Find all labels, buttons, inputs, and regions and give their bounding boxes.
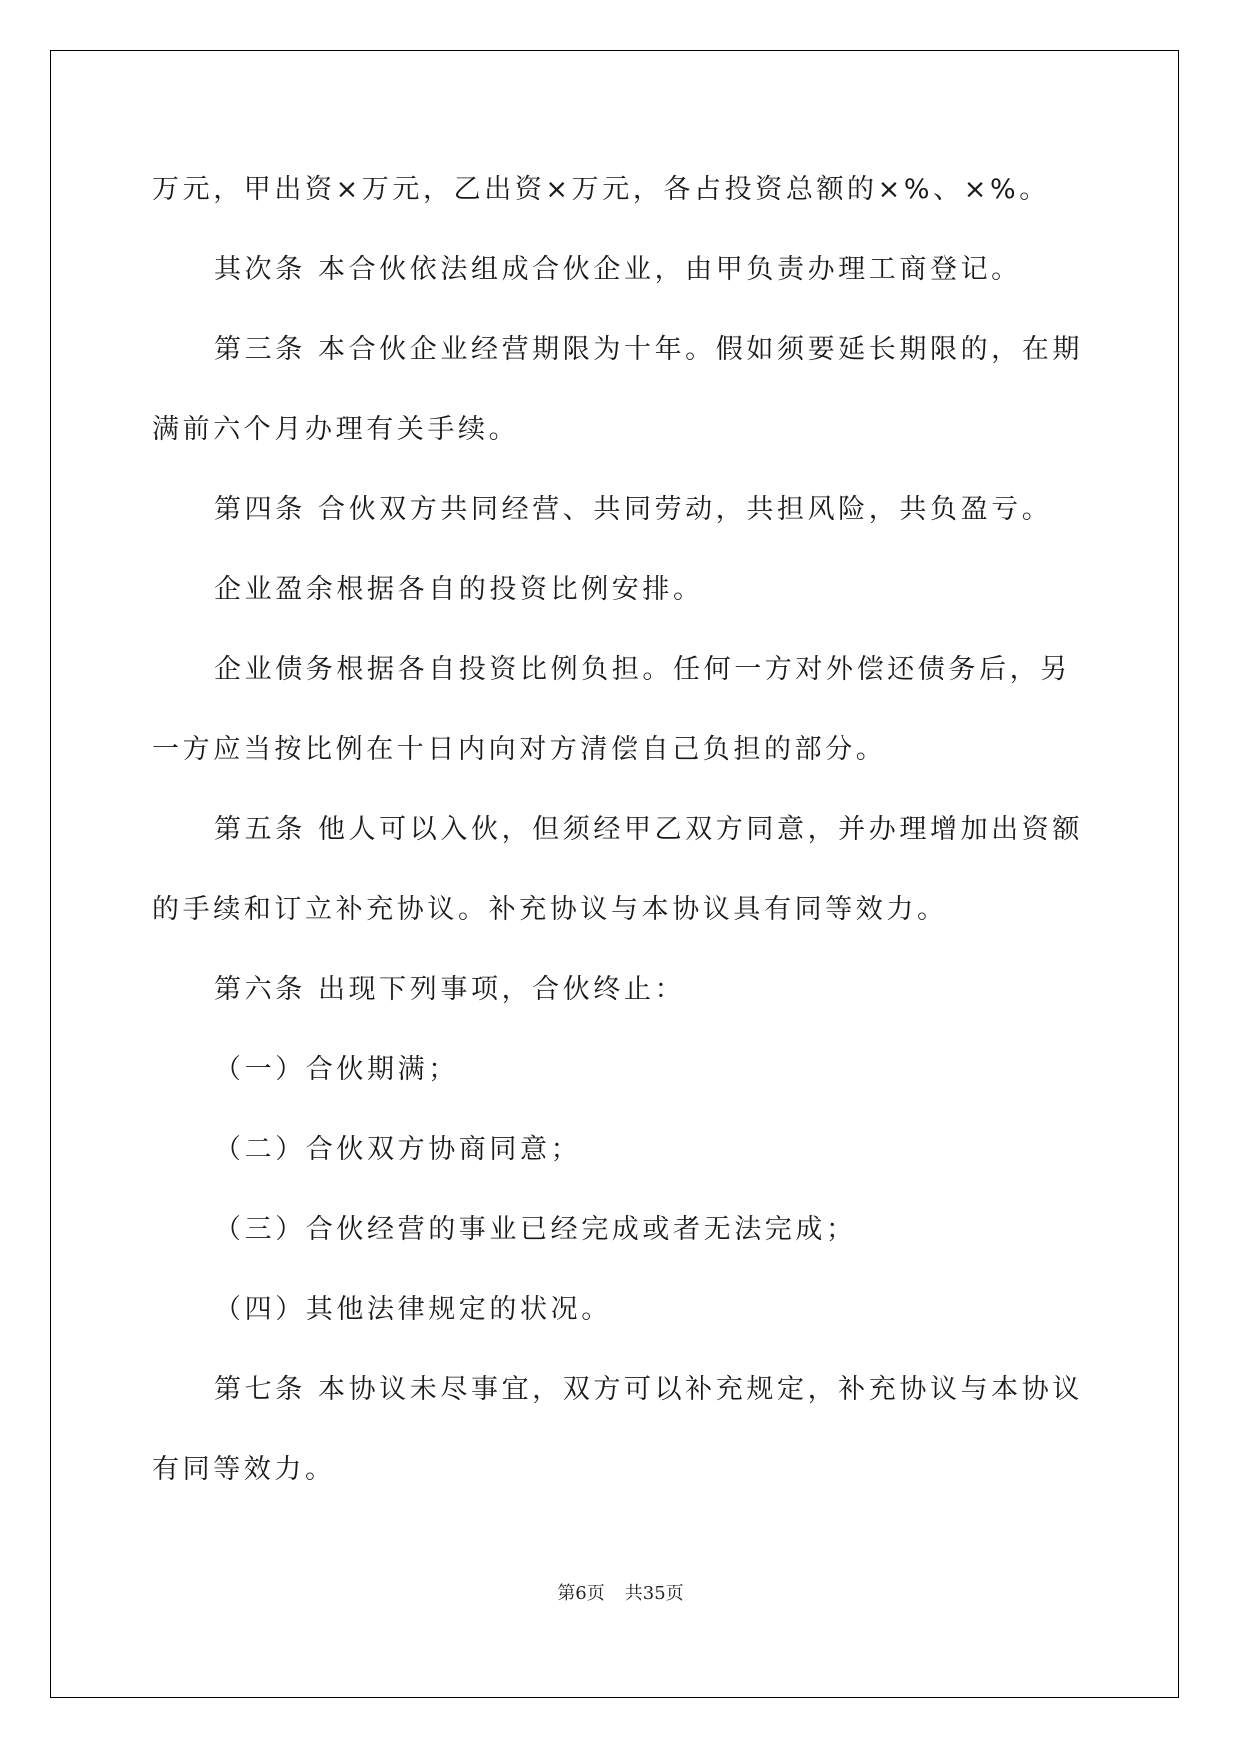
text-line: （四）其他法律规定的状况。 <box>214 1294 612 1325</box>
text-line: （二）合伙双方协商同意； <box>214 1134 582 1165</box>
page-border <box>50 50 1179 1698</box>
page-total: 共35页 <box>624 1583 684 1604</box>
text-line: 第四条 合伙双方共同经营、共同劳动，共担风险，共负盈亏。 <box>214 494 1053 525</box>
text-line: 第七条 本协议未尽事宜，双方可以补充规定，补充协议与本协议 <box>214 1374 1083 1405</box>
text-line: 第三条 本合伙企业经营期限为十年。假如须要延长期限的，在期 <box>214 334 1083 365</box>
text-line: 其次条 本合伙依法组成合伙企业，由甲负责办理工商登记。 <box>214 254 1022 285</box>
page-number: 第6页 <box>557 1583 605 1604</box>
text-line: 满前六个月办理有关手续。 <box>152 414 520 445</box>
text-line: 有同等效力。 <box>152 1454 336 1485</box>
text-line: 企业债务根据各自投资比例负担。任何一方对外偿还债务后，另 <box>214 654 1071 685</box>
page-footer <box>0 1583 1241 1605</box>
text-line: （三）合伙经营的事业已经完成或者无法完成； <box>214 1214 857 1245</box>
text-line: 万元，甲出资×万元，乙出资×万元，各占投资总额的×%、×%。 <box>152 174 1050 205</box>
text-line: 企业盈余根据各自的投资比例安排。 <box>214 574 704 605</box>
text-line: 第六条 出现下列事项，合伙终止： <box>214 974 686 1005</box>
text-line: （一）合伙期满； <box>214 1054 459 1085</box>
text-line: 第五条 他人可以入伙，但须经甲乙双方同意，并办理增加出资额 <box>214 814 1083 845</box>
text-line: 一方应当按比例在十日内向对方清偿自己负担的部分。 <box>152 734 887 765</box>
text-line: 的手续和订立补充协议。补充协议与本协议具有同等效力。 <box>152 894 948 925</box>
